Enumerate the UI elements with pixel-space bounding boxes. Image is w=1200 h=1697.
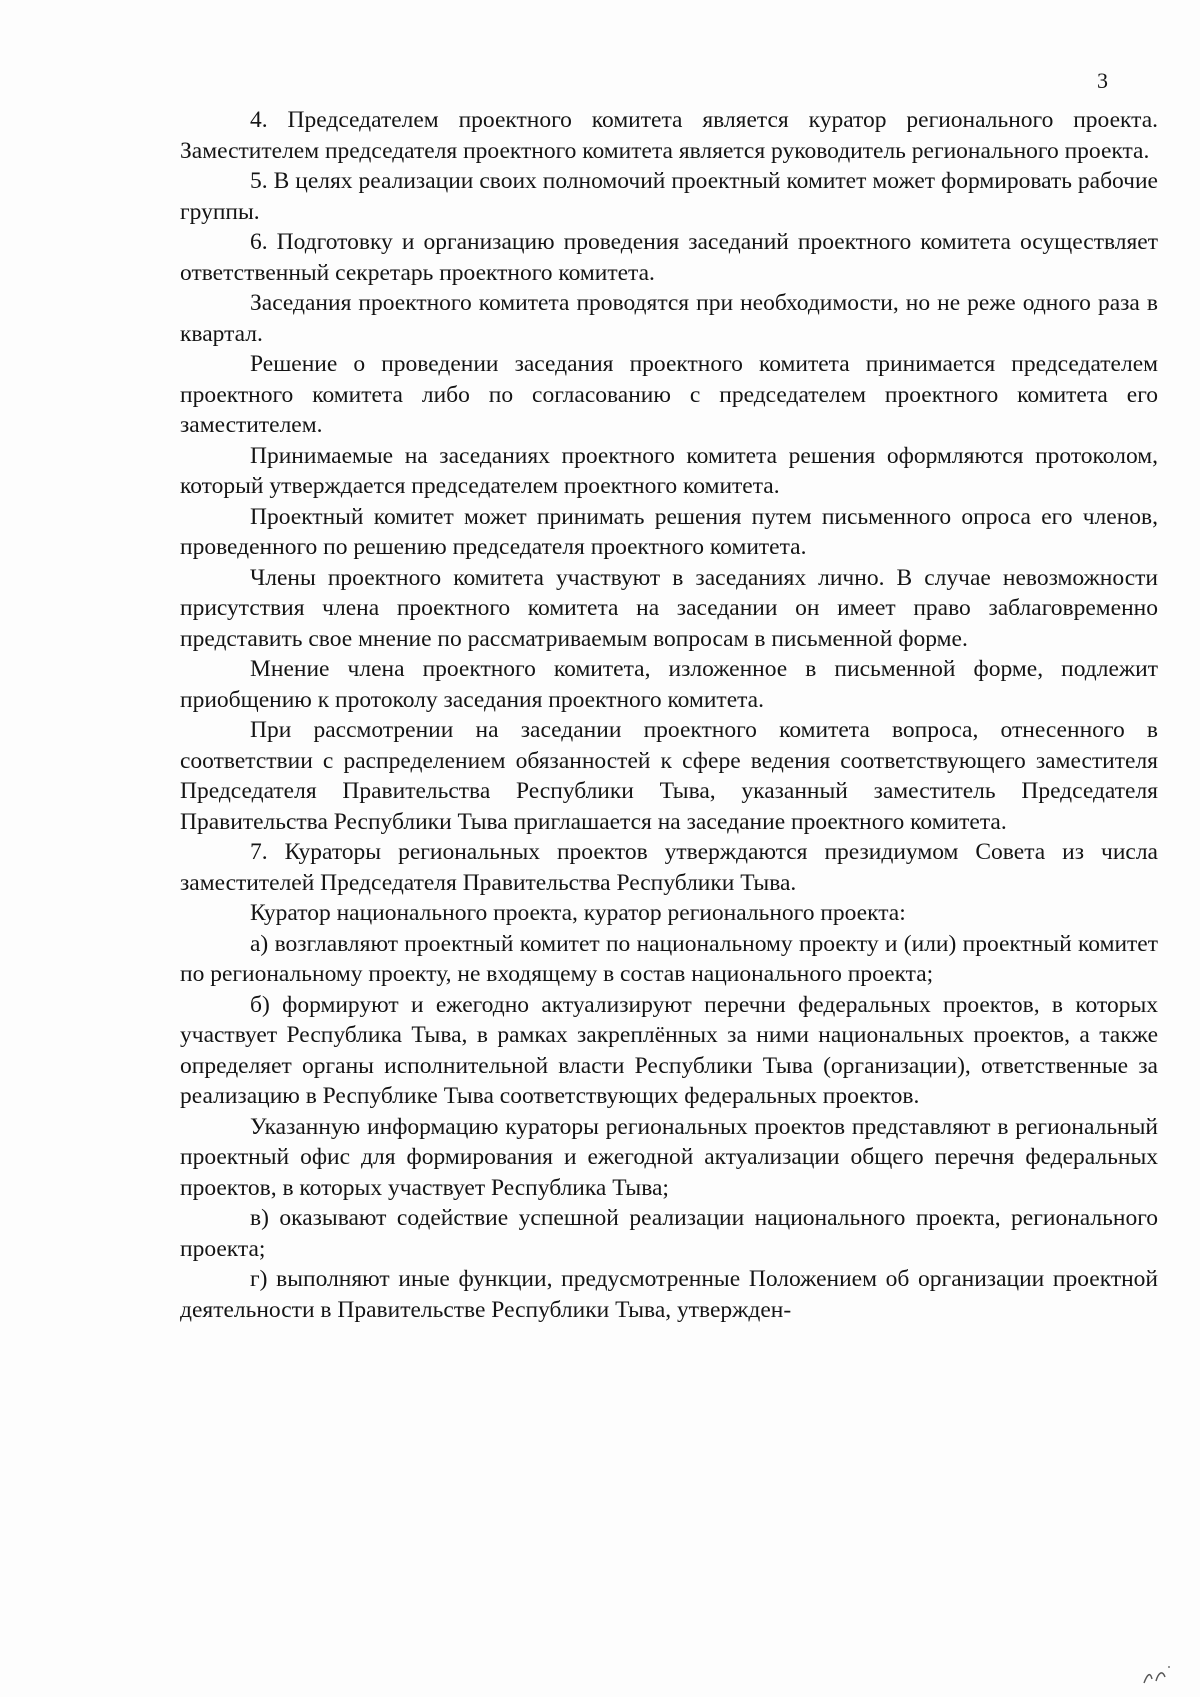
handwritten-mark-icon [1138, 1661, 1178, 1689]
paragraph: 6. Подготовку и организацию проведения заседаний проектного комитета осуществляет ответственный секретарь проектного комитета. [180, 229, 1158, 286]
paragraph: г) выполняют иные функции, предусмотренные Положением об организации проектной деятельности в Правительстве Республики Тыва, утвержден- [180, 1266, 1158, 1323]
paragraph: Куратор национального проекта, куратор регионального проекта: [250, 900, 906, 926]
paragraph: Решение о проведении заседания проектного комитета принимается председателем проектного комитета либо по согласованию с председателем проектного комитета его заместителем. [180, 351, 1158, 438]
paragraph: Заседания проектного комитета проводятся при необходимости, но не реже одного раза в квартал. [180, 290, 1158, 347]
paragraph: Указанную информацию кураторы региональных проектов представляют в региональный проектный офис для формирования и ежегодной актуализации общего перечня федеральных проектов, в которых участвует Республика Тыва; [180, 1113, 1158, 1201]
paragraph: 7. Кураторы региональных проектов утверждаются президиумом Совета из числа заместителей Председателя Правительства Республики Тыва. [180, 839, 1158, 896]
paragraph: Члены проектного комитета участвуют в заседаниях лично. В случае невозможности присутствия члена проектного комитета на заседании он имеет право заблаговременно представить свое мнение по рассматриваемым вопросам в письменной форме. [180, 564, 1158, 652]
paragraph: Проектный комитет может принимать решения путем письменного опроса его членов, проведенного по решению председателя проектного комитета. [180, 503, 1158, 560]
paragraph: При рассмотрении на заседании проектного комитета вопроса, отнесенного в соответствии с распределением обязанностей к сфере ведения соответствующего заместителя Председателя Правительства Республики Тыва, указанный заместитель Председателя Правительства Республики Тыва приглашается на заседание проектного комитета. [180, 717, 1158, 835]
paragraph: Принимаемые на заседаниях проектного комитета решения оформляются протоколом, который утверждается председателем проектного комитета. [180, 442, 1158, 499]
paragraph: в) оказывают содействие успешной реализации национального проекта, регионального проекта; [180, 1205, 1158, 1262]
paragraph: Мнение члена проектного комитета, изложенное в письменной форме, подлежит приобщению к протоколу заседания проектного комитета. [180, 656, 1158, 713]
paragraph: 4. Председателем проектного комитета является куратор регионального проекта. Заместителем председателя проектного комитета является руководитель регионального проекта. [180, 107, 1158, 164]
paragraph: а) возглавляют проектный комитет по национальному проекту и (или) проектный комитет по региональному проекту, не входящему в состав национального проекта; [180, 930, 1158, 987]
paragraph: б) формируют и ежегодно актуализируют перечни федеральных проектов, в которых участвует Республика Тыва, в рамках закреплённых за ними национальных проектов, а также определяет органы исполнительной власти Республики Тыва (организации), ответственные за реализацию в Республике Тыва соответствующих федеральных проектов. [180, 991, 1158, 1109]
document-body [180, 105, 1158, 1325]
page-number: 3 [1097, 68, 1108, 93]
paragraph: 5. В целях реализации своих полномочий проектный комитет может формировать рабочие группы. [180, 168, 1158, 225]
